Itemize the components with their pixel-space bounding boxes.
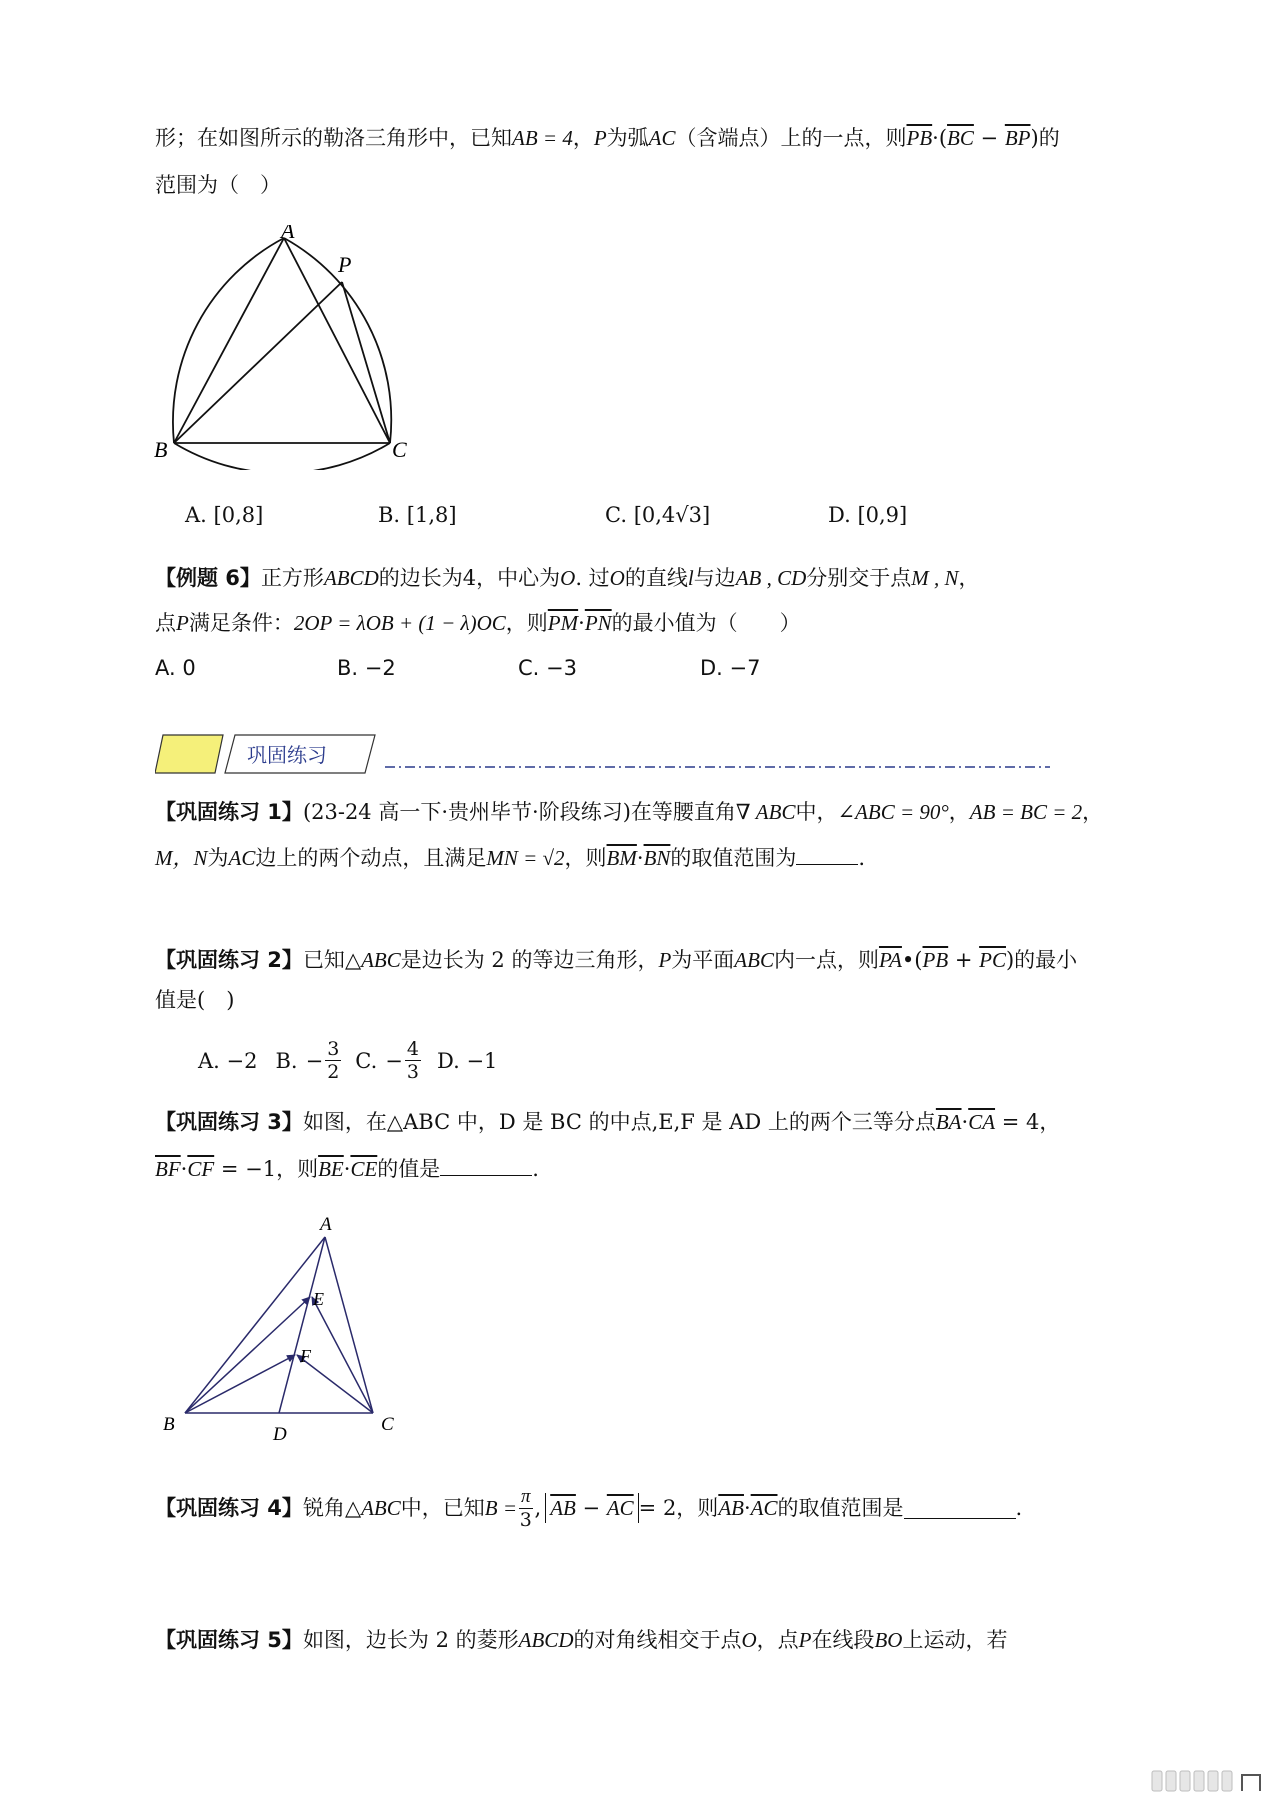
- label-p: P: [338, 252, 352, 277]
- vector-bf: [185, 1355, 295, 1413]
- triangle-figure: [155, 1205, 415, 1445]
- p4-line1: 【巩固练习 4】 锐角 △ABC 中，已知 B = $\frac{\pi}{3}$ , $\overline{AB} - \overline{AC}$ = 2，则 $\overline{AB}$ · $\overline{AC}$ 的取值范围是 .: [155, 1485, 1023, 1531]
- label-a: A: [320, 1214, 332, 1235]
- ex6-option-b[interactable]: B. −2: [337, 656, 396, 680]
- corner-watermark: [1150, 1765, 1270, 1795]
- p2-option-c-frac: $\frac{4}{3}$: [406, 1038, 419, 1083]
- segment-bp: [174, 282, 342, 443]
- label-a: A: [281, 225, 295, 243]
- p1-line2: M，N为AC边上的两个动点，且满足MN = √2，则$\overline{BM}\cdot\overline{BN}$的取值范围为 .: [155, 846, 866, 870]
- p2-option-b-key[interactable]: B.: [275, 1048, 298, 1073]
- p4-answer-blank[interactable]: [904, 1498, 1016, 1519]
- section-yellow-tab: [155, 735, 223, 773]
- ex6-option-c[interactable]: C. −3: [518, 656, 577, 680]
- p4-abs: $\overline{AB} - \overline{AC}$: [545, 1493, 638, 1523]
- side-ac: [284, 238, 390, 443]
- p2-option-a[interactable]: A. −2: [198, 1048, 258, 1073]
- q5-option-d[interactable]: D. [0,9]: [828, 503, 908, 527]
- label-d: D: [273, 1424, 287, 1445]
- vector-ce: [312, 1297, 373, 1413]
- p2-option-c-key[interactable]: C.: [355, 1048, 378, 1073]
- ex6-option-d[interactable]: D. −7: [700, 656, 761, 680]
- ex6-option-a[interactable]: A. 0: [155, 656, 196, 680]
- p2-line2: 值是( ): [155, 988, 235, 1012]
- reuleaux-figure: [150, 225, 430, 470]
- p1-line1: 【巩固练习 1】(23-24 高一下·贵州毕节·阶段练习)在等腰直角∇ ABC中，∠ABC = 90°，AB = BC = 2，: [155, 800, 1104, 824]
- label-b: B: [163, 1414, 175, 1435]
- p3-line1: 【巩固练习 3】如图，在△ABC 中，D 是 BC 的中点,E,F 是 AD 上的两个三等分点$\overline{BA}\cdot\overline{CA} = 4$，: [155, 1110, 1061, 1134]
- label-c: C: [392, 437, 407, 462]
- p2-line1: 【巩固练习 2】已知△ABC是边长为 2 的等边三角形，P为平面ABC内一点，则$\overline{PA}•(\overline{PB} + \overline{PC})$的最小: [155, 948, 1078, 972]
- p2-options: A. −2 B. − $\frac{3}{2}$ C. − $\frac{4}{3}$ D. −1: [198, 1038, 498, 1083]
- q5-line1: 形；在如图所示的勒洛三角形中，已知AB = 4，P为弧AC（含端点）上的一点，则$\overline{PB}\cdot(\overline{BC} - \overline{BP})$的: [155, 126, 1060, 150]
- section-header: [155, 733, 1055, 783]
- q5-option-a[interactable]: A. [0,8]: [185, 503, 264, 527]
- label-b: B: [154, 437, 168, 462]
- median-ad: [279, 1237, 325, 1413]
- q5-option-b[interactable]: B. [1,8]: [378, 503, 457, 527]
- section-title: 巩固练习: [247, 743, 327, 767]
- side-ac: [325, 1237, 373, 1413]
- p4-pi-frac: $\frac{\pi}{3}$: [519, 1485, 532, 1531]
- arc-bc: [174, 443, 390, 470]
- ex6-line2: 点P满足条件：2OP = λOB + (1 − λ)OC，则$\overline{PM}\cdot\overline{PN}$的最小值为（ ）: [155, 611, 801, 635]
- label-f: F: [300, 1346, 311, 1366]
- ex6-line1: 【例题 6】正方形ABCD的边长为4，中心为O. 过O的直线l与边AB , CD分别交于点M , N，: [155, 566, 980, 590]
- vector-be: [185, 1297, 310, 1413]
- label-c: C: [381, 1414, 394, 1435]
- side-ab: [185, 1237, 325, 1413]
- p1-answer-blank[interactable]: [796, 844, 858, 865]
- p2-option-b-frac: $\frac{3}{2}$: [327, 1038, 340, 1083]
- label-e: E: [313, 1289, 324, 1309]
- q5-option-c[interactable]: C. [0,4√3]: [605, 503, 711, 527]
- p3-line2: $\overline{BF}\cdot\overline{CF} = -1$，则$\overline{BE}\cdot\overline{CE}$的值是 .: [155, 1157, 539, 1181]
- p2-option-d[interactable]: D. −1: [437, 1048, 498, 1073]
- q5-line2: 范围为（ ）: [155, 173, 281, 197]
- p3-answer-blank[interactable]: [440, 1155, 532, 1176]
- p5-line1: 【巩固练习 5】如图，边长为 2 的菱形ABCD的对角线相交于点O，点P在线段BO上运动，若: [155, 1628, 1008, 1652]
